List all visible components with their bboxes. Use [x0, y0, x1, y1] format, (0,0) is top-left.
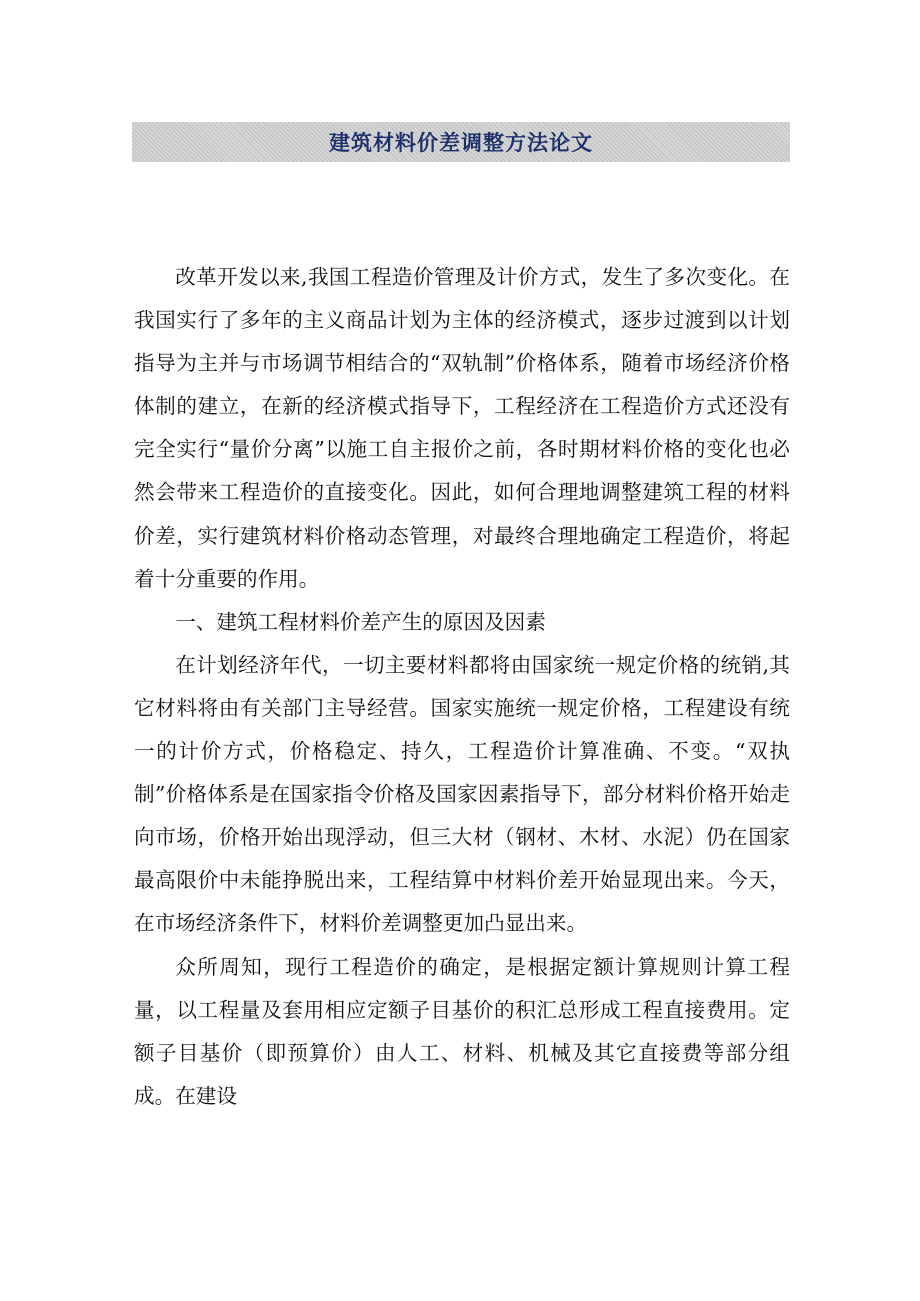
paragraph-intro: 改革开发以来,我国工程造价管理及计价方式，发生了多次变化。在我国实行了多年的主义商品计划为主体的经济模式，逐步过渡到以计划指导为主并与市场调节相结合的“双轨制”价格体系，随着市场经济价格体制的建立，在新的经济模式指导下，工程经济在工程造价方式还没有完全实行“量价分离”以施工自主报价之前，各时期材料价格的变化也必然会带来工程造价的直接变化。因此，如何合理地调整建筑工程的材料价差，实行建筑材料价格动态管理，对最终合理地确定工程造价，将起着十分重要的作用。 — [134, 265, 790, 591]
document-body — [134, 256, 790, 1118]
section-heading-1: 一、建筑工程材料价差产生的原因及因素 — [175, 609, 546, 634]
paragraph-planned-economy: 在计划经济年代，一切主要材料都将由国家统一规定价格的统销,其它材料将由有关部门主导经营。国家实施统一规定价格，工程建设有统一的计价方式，价格稳定、持久，工程造价计算准确、不变。“双执制”价格体系是在国家指令价格及国家因素指导下，部分材料价格开始走向市场，价格开始出现浮动，但三大材（钢材、木材、水泥）仍在国家最高限价中未能挣脱出来，工程结算中材料价差开始显现出来。今天，在市场经济条件下，材料价差调整更加凸显出来。 — [134, 652, 790, 936]
paragraph-cost-determination: 众所周知，现行工程造价的确定，是根据定额计算规则计算工程量，以工程量及套用相应定额子目基价的积汇总形成工程直接费用。定额子目基价（即预算价）由人工、材料、机械及其它直接费等部分组成。在建设 — [134, 954, 790, 1108]
document-title: 建筑材料价差调整方法论文 — [329, 131, 593, 155]
title-banner — [132, 122, 790, 162]
